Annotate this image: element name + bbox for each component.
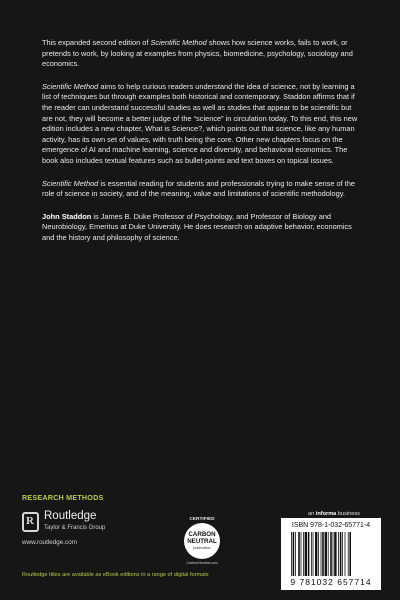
barcode-panel — [281, 518, 381, 590]
isbn-label: ISBN 978-1-032-65771-4 — [291, 522, 371, 529]
publisher-name: Routledge — [44, 510, 97, 522]
back-cover-blurb — [42, 38, 360, 254]
informa-tagline: an informa business — [308, 511, 360, 517]
blurb-paragraph-3: Scientific Method is essential reading for students and professionals trying to make sense of the role of science in society, and of the meaning, value and limitations of scientific methodology. — [42, 178, 356, 199]
carbon-neutral-badge: CERTIFIED CARBON NEUTRAL publication CarbonNeutral.com — [180, 523, 224, 567]
publisher-url: www.routledge.com — [22, 539, 77, 546]
blurb-paragraph-1: This expanded second edition of Scientific Method shows how science works, fails to work, or pretends to work, by looking at examples from physics, biomedicine, psychology, sociology and economics. — [42, 38, 353, 69]
publisher-group: Taylor & Francis Group — [44, 525, 106, 531]
book-title: Scientific Method — [150, 38, 207, 47]
ebook-note: Routledge titles are available as eBook editions in a range of digital formats — [22, 572, 209, 578]
book-title: Scientific Method — [42, 81, 99, 91]
author-bio: John Staddon is James B. Duke Professor of Psychology, and Professor of Biology and Neurobiology, Emeritus at Duke University. He does research on adaptive behavior, economics and the history and philosophy of science. — [42, 211, 352, 242]
barcode-digits: 9 781032 657714 — [290, 577, 372, 587]
subject-category: RESEARCH METHODS — [22, 493, 104, 502]
author-name: John Staddon — [42, 211, 92, 221]
barcode-icon — [291, 532, 373, 576]
blurb-paragraph-2: Scientific Method aims to help curious readers understand the idea of science, not by learning a list of techniques but through examples both historical and contemporary. Staddon affirms that if the reader can understand successful studies as well as studies that appear to be scientific but are not, they will become a better judge of the “science” in circulation today. To this end, this new edition includes a new chapter, What is Science?, which points out that science, like any human activity, has its own set of values, with truth being the core. Other new chapters focus on the emergence of AI and machine learning, science and diversity, and behavioral economics. The book also includes textual features such as bullet-points and text boxes on topical issues. — [42, 81, 358, 165]
publisher-block — [22, 508, 142, 558]
routledge-logo-icon: R — [22, 512, 39, 532]
book-title: Scientific Method — [42, 178, 99, 188]
